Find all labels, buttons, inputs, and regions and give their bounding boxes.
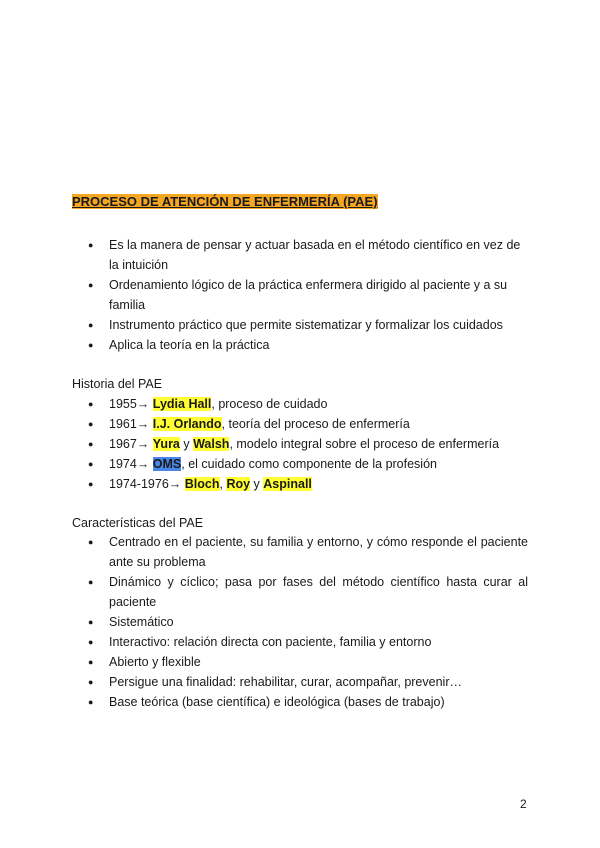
year: 1974→ xyxy=(109,457,153,471)
caracteristicas-list xyxy=(88,532,528,712)
highlighted-name: Walsh xyxy=(193,437,230,451)
description: , el cuidado como componente de la profesión xyxy=(181,457,437,471)
year: 1967→ xyxy=(109,437,153,451)
historia-heading: Historia del PAE xyxy=(72,377,163,391)
historia-list xyxy=(88,394,528,494)
page-title xyxy=(72,193,378,211)
list-item: ● Persigue una finalidad: rehabilitar, curar, acompañar, prevenir… xyxy=(88,672,528,692)
description: , teoría del proceso de enfermería xyxy=(221,417,410,431)
highlighted-name: Lydia Hall xyxy=(152,397,212,411)
list-item xyxy=(88,414,528,434)
list-item: ● Base teórica (base científica) e ideológica (bases de trabajo) xyxy=(88,692,528,712)
list-item: ● Es la manera de pensar y actuar basada en el método científico en vez de la intuición xyxy=(88,235,528,275)
definition-list xyxy=(88,235,528,355)
highlighted-name: Yura xyxy=(152,437,180,451)
highlighted-name: Roy xyxy=(226,477,251,491)
list-item: ● Sistemático xyxy=(88,612,528,632)
list-item xyxy=(88,434,528,454)
year: 1974-1976→ xyxy=(109,477,185,491)
list-item xyxy=(88,454,528,474)
caracteristicas-heading: Características del PAE xyxy=(72,516,204,530)
list-item: ● Instrumento práctico que permite sistematizar y formalizar los cuidados xyxy=(88,315,528,335)
highlighted-name: Aspinall xyxy=(263,477,312,491)
separator: , xyxy=(219,477,227,491)
title-highlight: PROCESO DE ATENCIÓN DE ENFERMERÍA (PAE) xyxy=(72,194,378,209)
description: , modelo integral sobre el proceso de enfermería xyxy=(229,437,500,451)
list-item xyxy=(88,394,528,414)
highlighted-name: I.J. Orlando xyxy=(152,417,222,431)
highlighted-name: OMS xyxy=(152,457,182,471)
list-item: ● Centrado en el paciente, su familia y entorno, y cómo responde el paciente ante su problema xyxy=(88,532,528,572)
list-item: ● Dinámico y cíclico; pasa por fases del método científico hasta curar al paciente xyxy=(88,572,528,612)
list-item xyxy=(88,474,528,494)
highlighted-name: Bloch xyxy=(184,477,220,491)
list-item: ● Abierto y flexible xyxy=(88,652,528,672)
year: 1955→ xyxy=(109,397,153,411)
description: , proceso de cuidado xyxy=(211,397,328,411)
separator: y xyxy=(250,477,264,491)
page-number: 2 xyxy=(520,797,527,811)
list-item: ● Interactivo: relación directa con paciente, familia y entorno xyxy=(88,632,528,652)
separator: y xyxy=(179,437,194,451)
year: 1961→ xyxy=(109,417,153,431)
list-item: ● Aplica la teoría en la práctica xyxy=(88,335,528,355)
list-item: ● Ordenamiento lógico de la práctica enfermera dirigido al paciente y a su familia xyxy=(88,275,528,315)
